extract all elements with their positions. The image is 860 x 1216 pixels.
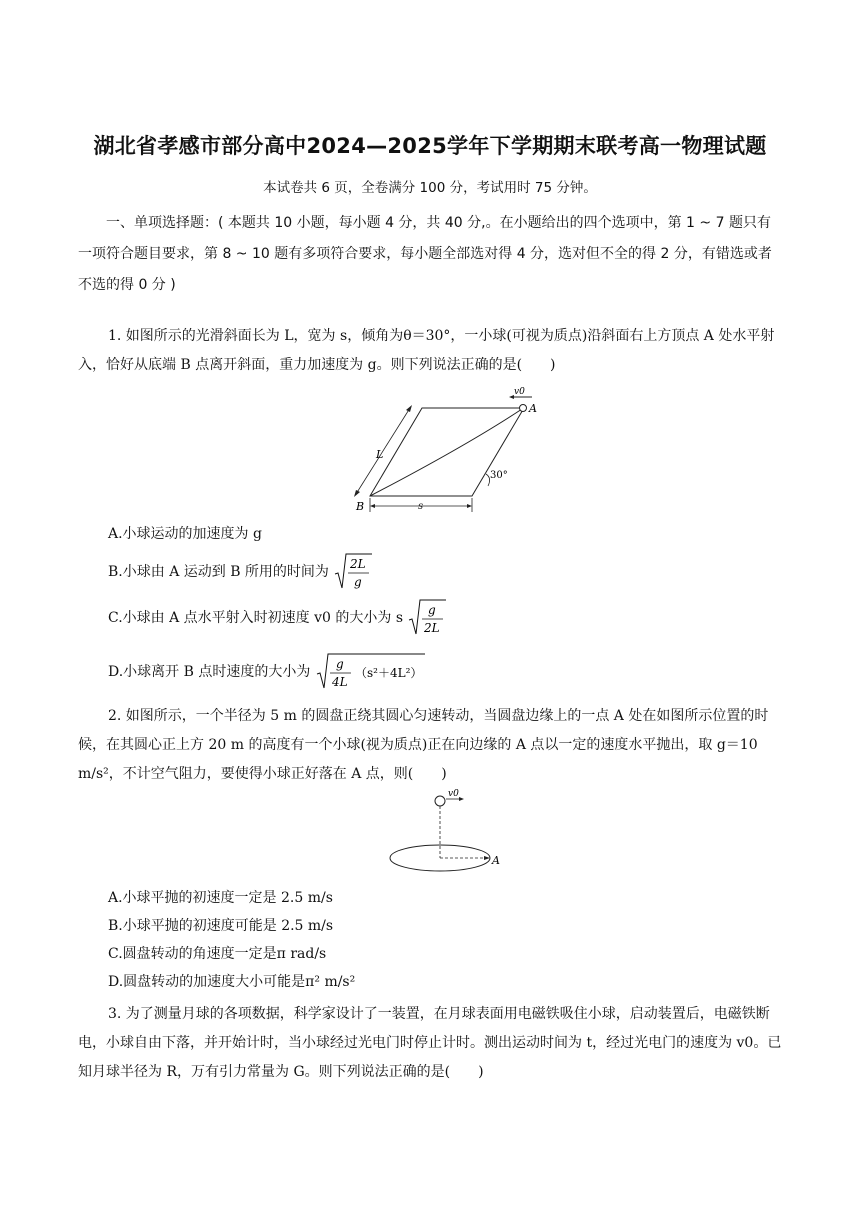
option-b-numerator: 2L <box>350 557 366 571</box>
label-A: A <box>529 402 537 415</box>
option-b-text: B.小球由 A 运动到 B 所用的时间为 <box>108 564 329 580</box>
arrow-head-icon <box>484 856 490 860</box>
question-2-option-c[interactable]: C.圆盘转动的角速度一定是π rad/s <box>108 946 327 962</box>
sqrt-icon <box>333 552 373 592</box>
option-c-denominator: 2L <box>424 621 441 635</box>
label-v0: v0 <box>448 789 459 799</box>
option-d-denominator: 4L <box>331 675 348 689</box>
section-heading-text: 一、单项选择题：( 本题共 10 小题，每小题 4 分，共 40 分,。在小题给出的四个选项中，第 1 ~ 7 题只有一项符合题目要求，第 8 ~ 10 题有多项符合要求，每小题全部选对得 4 分，选对但不全的得 2 分，有错选或者不选的得 0 分 ) <box>78 215 772 293</box>
label-A: A <box>492 854 500 867</box>
option-d-tail: （s²＋4L²） <box>354 666 423 680</box>
option-c-numerator: g <box>428 603 437 617</box>
question-2-text: 2. 如图所示，一个半径为 5 m 的圆盘正绕其圆心匀速转动，当圆盘边缘上的一点 A 处在如图所示位置的时候，在其圆心正上方 20 m 的高度有一个小球(视为质点)正在向边缘的 A 点以一定的速度水平抛出，取 g＝10 m/s²，不计空气阻力，要使得小球正好落在 A 点，则( ) <box>78 708 769 782</box>
sqrt-icon <box>407 598 447 638</box>
label-s: s <box>418 501 424 512</box>
question-1-option-d[interactable] <box>108 652 427 692</box>
arrow-head-icon <box>354 490 360 497</box>
incline-outline <box>370 408 524 496</box>
question-1-option-c[interactable] <box>108 598 447 638</box>
option-d-numerator: g <box>335 657 344 671</box>
question-2-option-d[interactable]: D.圆盘转动的加速度大小可能是π² m/s² <box>108 974 356 990</box>
option-c-text: C.小球由 A 点水平射入时初速度 v0 的大小为 s <box>108 610 404 626</box>
option-d-text: D.小球离开 B 点时速度的大小为 <box>108 664 311 680</box>
arrow-head-icon <box>370 504 375 508</box>
ball-icon <box>520 405 527 412</box>
question-2-figure <box>388 788 508 872</box>
question-2-option-b[interactable]: B.小球平抛的初速度可能是 2.5 m/s <box>108 918 334 934</box>
arrow-head-icon <box>459 797 464 801</box>
label-L: L <box>376 448 384 461</box>
sqrt-icon <box>315 652 427 692</box>
question-1-figure <box>346 386 546 518</box>
arrow-head-icon <box>467 504 472 508</box>
question-2-stem <box>78 702 784 789</box>
question-2-option-a[interactable]: A.小球平抛的初速度一定是 2.5 m/s <box>108 890 333 906</box>
arrow-head-icon <box>406 405 412 412</box>
section-heading <box>78 208 784 301</box>
label-angle: 30° <box>490 470 508 481</box>
question-1-option-b[interactable] <box>108 552 373 592</box>
question-1-option-a[interactable]: A.小球运动的加速度为 g <box>108 526 262 542</box>
page-title: 湖北省孝感市部分高中2024—2025学年下学期期末联考高一物理试题 <box>93 134 767 158</box>
question-1-text: 1. 如图所示的光滑斜面长为 L，宽为 s，倾角为θ＝30°，一小球(可视为质点)沿斜面右上方顶点 A 处水平射入，恰好从底端 B 点离开斜面，重力加速度为 g。则下列说法正确的是( ) <box>78 328 775 373</box>
question-1-stem <box>78 322 784 380</box>
label-v0: v0 <box>514 387 525 397</box>
ball-icon <box>435 796 445 806</box>
trajectory-curve <box>370 409 522 496</box>
label-B: B <box>356 500 365 513</box>
question-3-text: 3. 为了测量月球的各项数据，科学家设计了一装置，在月球表面用电磁铁吸住小球，启动装置后，电磁铁断电，小球自由下落，并开始计时，当小球经过光电门时停止计时。测出运动时间为 t，经过光电门的速度为 v0。已知月球半径为 R，万有引力常量为 G。则下列说法正确的是( ) <box>78 1006 782 1080</box>
exam-info: 本试卷共 6 页，全卷满分 100 分，考试用时 75 分钟。 <box>263 180 597 196</box>
question-3-stem <box>78 1000 784 1087</box>
option-b-denominator: g <box>354 575 363 589</box>
